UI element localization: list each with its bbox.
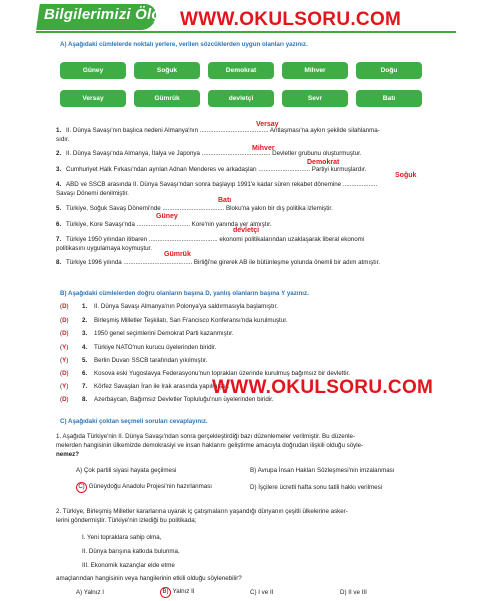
fill-question-3: 3. Cumhuriyet Halk Fırkası'ndan ayrılan Adnan Menderes ve arkadaşları .............................. Partiyi kurmuşlardır. bbox=[56, 166, 367, 173]
section-b-title: B) Aşağıdaki cümlelerden doğru olanların başına D, yanlış olanların başına Y yazınız. bbox=[60, 290, 309, 297]
mc-question-2-line-3: amaçlarından hangisinin veya hangilerinin etkili olduğu söylenebilir? bbox=[56, 575, 242, 582]
roman-item-1: I. Yeni topraklara sahip olma, bbox=[82, 534, 162, 541]
word-chip: Soğuk bbox=[134, 62, 200, 79]
answer-2: Mihver bbox=[252, 145, 275, 152]
selected-answer-circle: B) bbox=[160, 587, 171, 598]
page-title: Bilgilerimizi Ölçelim bbox=[44, 6, 191, 23]
fill-question-2: 2. II. Dünya Savaşı'nda Almanya, İtalya ve Japonya ........................................ Devletler grubunu oluşturmuştur. bbox=[56, 150, 362, 157]
word-chip: Demokrat bbox=[208, 62, 274, 79]
fill-question-8: 8. Türkiye 1996 yılında ........................................ Birliği'ne girerek AB ile bütünleşme yolunda önemli bir adım atmıştır. bbox=[56, 259, 381, 266]
mc2-option-c: C) I ve II bbox=[250, 589, 274, 596]
fill-question-4-cont: Savaşı Dönemi denilmiştir. bbox=[56, 190, 129, 197]
mc1-option-c: C) Güneydoğu Anadolu Projesi'nin hazırlanması bbox=[76, 482, 212, 493]
true-false-item: (Y) 7. Körfez Savaşları İran ile Irak arasında yapılmıştır. bbox=[60, 383, 230, 390]
roman-item-2: II. Dünya barışına katkıda bulunma, bbox=[82, 548, 180, 555]
word-chip: Gümrük bbox=[134, 90, 200, 107]
answer-6: Güney bbox=[156, 213, 178, 220]
true-false-item: (D) 2. Birleşmiş Milletler Teşkilatı, San Francisco Konferansı'nda kurulmuştur. bbox=[60, 317, 288, 324]
fill-question-5: 5. Türkiye, Soğuk Savaş Dönemi'nde .................................... Bloku'na yakın bir dış politika izlemiştir. bbox=[56, 205, 333, 212]
fill-question-1: 1. II. Dünya Savaşı'nın başlıca nedeni Almanya'nın ........................................ Antlaşması'na aykırı şekilde silahlanma- bbox=[56, 127, 380, 134]
word-chip: Batı bbox=[356, 90, 422, 107]
answer-7: devletçi bbox=[233, 227, 260, 234]
answer-3: Demokrat bbox=[307, 159, 340, 166]
watermark-top: WWW.OKULSORU.COM bbox=[180, 9, 402, 30]
true-false-item: (Y) 5. Berlin Duvarı SSCB tarafından yıkılmıştır. bbox=[60, 357, 208, 364]
fill-question-1-cont: sıdır. bbox=[56, 136, 70, 143]
word-bank bbox=[60, 62, 424, 107]
mc1-option-a: A) Çok partili siyasi hayata geçilmesi bbox=[76, 467, 177, 474]
mc-question-2-line-1: 2. Türkiye, Birleşmiş Milletler kararlarına uyarak iç çatışmaların yaşandığı dünyanın çeşitli ülkelerine asker- bbox=[56, 508, 348, 515]
mc2-option-a: A) Yalnız I bbox=[76, 589, 104, 596]
mc1-option-b: B) Avrupa İnsan Hakları Sözleşmesi'nin imzalanması bbox=[250, 467, 395, 474]
mc2-option-d: D) II ve III bbox=[340, 589, 367, 596]
answer-8: Gümrük bbox=[164, 251, 191, 258]
true-false-item: (Y) 4. Türkiye NATO'nun kurucu üyelerinden biridir. bbox=[60, 344, 217, 351]
true-false-item: (D) 8. Azerbaycan, Bağımsız Devletler Topluluğu'nun üyelerinden biridir. bbox=[60, 396, 274, 403]
answer-4: Soğuk bbox=[395, 172, 417, 179]
selected-answer-circle: C) bbox=[76, 482, 87, 493]
true-false-item: (D) 3. 1950 genel seçimlerini Demokrat Parti kazanmıştır. bbox=[60, 330, 234, 337]
roman-item-3: III. Ekonomik kazançlar elde etme bbox=[82, 562, 175, 569]
watermark-middle: WWW.OKULSORU.COM bbox=[212, 377, 434, 398]
header-divider bbox=[36, 31, 456, 33]
section-c-title: C) Aşağıdaki çoktan seçmeli soruları cevaplayınız. bbox=[60, 418, 208, 425]
mc-question-1-line-2: melerden hangisinin ülkemizde demokrasiyi ve insan haklarını geliştirme amacıyla doğrudan ilişkili olduğu söyle- bbox=[56, 442, 364, 449]
fill-question-4: 4. ABD ve SSCB arasında II. Dünya Savaşı'ndan sonra başlayıp 1991'e kadar süren rekabet dönemine .................... bbox=[56, 181, 378, 188]
fill-question-7-cont: politikasını uygulamaya koymuştur. bbox=[56, 245, 152, 252]
mc-question-1-line-1: 1. Aşağıda Türkiye'nin II. Dünya Savaşı'ndan sonra gerçekleştirdiği bazı düzenlemeler verilmiştir. Bu düzenle- bbox=[56, 433, 356, 440]
fill-question-6: 6. Türkiye, Kore Savaşı'nda ............................... Kore'nin yanında yer almıştır. bbox=[56, 221, 272, 228]
word-chip: devletçi bbox=[208, 90, 274, 107]
mc2-option-b: B) Yalnız II bbox=[160, 587, 195, 598]
mc-question-2-line-2: lerini göndermiştir. Türkiye'nin izlediği bu politikada; bbox=[56, 517, 197, 524]
word-chip: Mihver bbox=[282, 62, 348, 79]
answer-1: Versay bbox=[256, 121, 279, 128]
word-chip: Doğu bbox=[356, 62, 422, 79]
word-chip: Güney bbox=[60, 62, 126, 79]
mc1-option-d: D) İşçilere ücretli hafta sonu tatili hakkı verilmesi bbox=[250, 484, 383, 491]
mc-question-1-line-3: nemez? bbox=[56, 451, 80, 458]
fill-question-7: 7. Türkiye 1950 yılından itibaren ........................................ ekonomi politikalarından uzaklaşarak liberal ekonomi bbox=[56, 236, 365, 243]
true-false-item: (D) 6. Kosova eski Yugoslavya Federasyonu'nun toprakları üzerinde kurulmuş bağımsız bir devlettir. bbox=[60, 370, 350, 377]
word-chip: Versay bbox=[60, 90, 126, 107]
true-false-item: (D) 1. II. Dünya Savaşı Almanya'nın Polonya'ya saldırmasıyla başlamıştır. bbox=[60, 303, 278, 310]
section-a-title: A) Aşağıdaki cümlelerde noktalı yerlere, verilen sözcüklerden uygun olanları yazınız. bbox=[60, 41, 308, 48]
answer-5: Batı bbox=[218, 197, 232, 204]
word-chip: Sevr bbox=[282, 90, 348, 107]
